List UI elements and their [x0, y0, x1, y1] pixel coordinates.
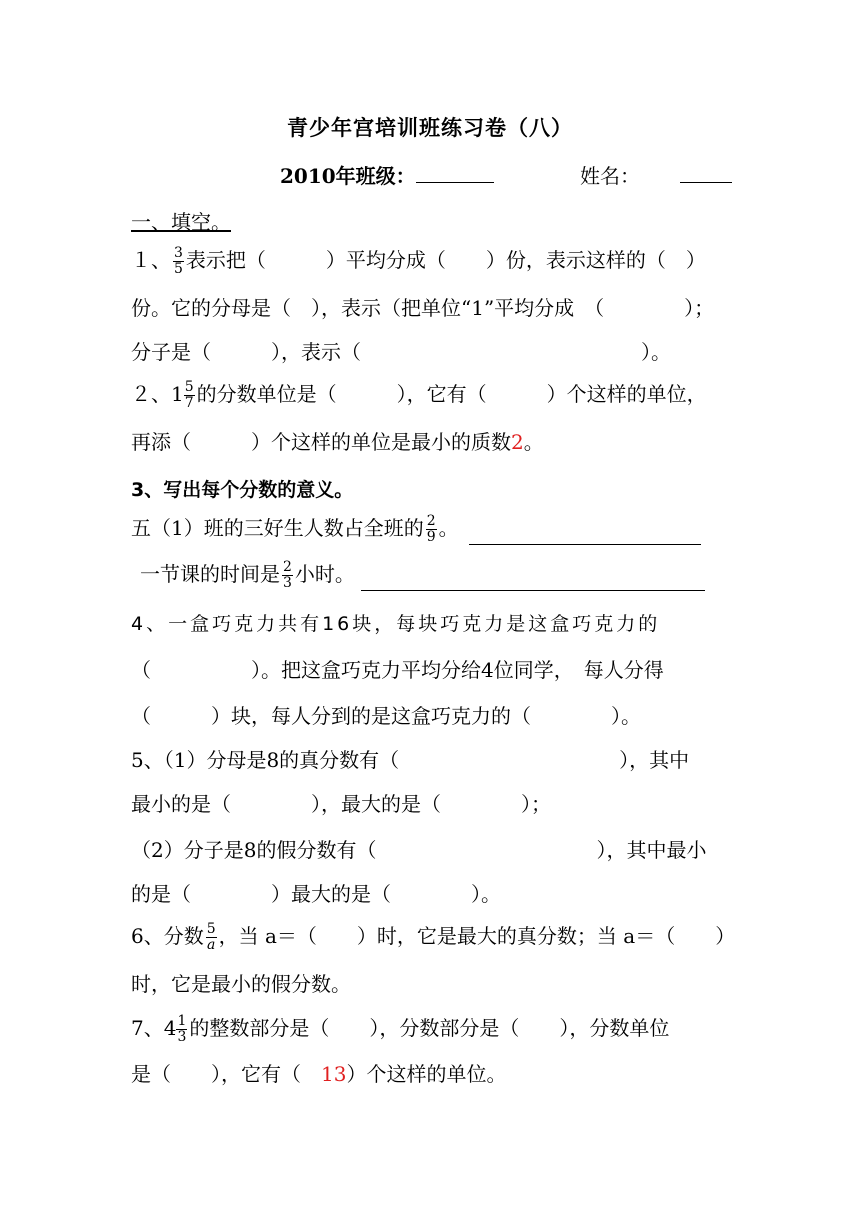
q7-answer: 13 [321, 1062, 347, 1086]
name-field [580, 160, 732, 189]
q3-line-b [140, 560, 740, 591]
q1-frac-den: 5 [174, 261, 183, 277]
q3a-frac-num: 2 [426, 513, 436, 529]
q1-line2: 份。它的分母是（ ），表示（把单位“1”平均分成 （ ）； [131, 296, 715, 320]
q6-line1 [131, 921, 736, 953]
q6-fraction [206, 922, 217, 953]
q1-text1: 表示把（ ）平均分成（ ）份，表示这样的（ ） [185, 248, 706, 272]
q7-text1: 的整数部分是（ ），分数部分是（ ），分数单位 [189, 1016, 670, 1040]
q3-line-a [131, 514, 731, 545]
q4-line1: 4、一盒巧克力共有16块，每块巧克力是这盒巧克力的 [131, 613, 661, 635]
q7-line2 [131, 1060, 731, 1088]
q3a-end: 。 [438, 516, 459, 540]
q3a-frac-den: 9 [426, 529, 436, 545]
q7-frac-num: 1 [177, 1013, 187, 1029]
q7-line1 [131, 1014, 731, 1045]
q3a-text: 五（1）班的三好生人数占全班的 [131, 516, 424, 540]
q5-line3: （2）分子是8的假分数有（ ），其中最小 [131, 838, 707, 862]
q3b-frac-den: 3 [283, 575, 292, 591]
q6-line2: 时，它是最小的假分数。 [131, 972, 351, 996]
q2-frac-num: 5 [184, 379, 194, 395]
q3b-text: 一节课的时间是 [140, 562, 280, 586]
q3a-fraction [426, 514, 437, 545]
q6-frac-den: a [207, 937, 216, 953]
section-heading: 一、填空。 [131, 210, 231, 234]
q1-frac-num: 3 [174, 245, 183, 261]
q4-line3: （ ）块，每人分到的是这盒巧克力的（ ）。 [131, 704, 641, 728]
q1-line1 [131, 246, 731, 277]
q2-text1: 的分数单位是（ ），它有（ ）个这样的单位， [196, 382, 707, 406]
q2-text2a: 再添（ ）个这样的单位是最小的质数 [131, 430, 511, 454]
q5-line2: 最小的是（ ），最大的是（ ）； [131, 792, 551, 816]
q1-fraction [173, 246, 184, 277]
q6-text1: ，当 a＝（ ）时，它是最大的真分数；当 a＝（ ） [218, 924, 736, 948]
q3-title: 3、写出每个分数的意义。 [131, 479, 354, 501]
q7-pre: 7、4 [131, 1016, 177, 1040]
q1-line3: 分子是（ ），表示（ ）。 [131, 340, 671, 364]
q3b-fraction [282, 560, 293, 591]
q3b-end: 小时。 [294, 562, 355, 586]
year-class-label: 2010年班级： [280, 164, 416, 188]
name-label: 姓名： [580, 164, 640, 188]
year-class-field [280, 160, 494, 189]
q2-line2 [131, 428, 731, 456]
q7-text2a: 是（ ），它有（ [131, 1062, 321, 1086]
q3b-answer-line[interactable] [361, 568, 705, 591]
q5-line4: 的是（ ）最大的是（ ）。 [131, 882, 501, 906]
q6-frac-num: 5 [206, 921, 216, 937]
q2-answer: 2 [511, 430, 524, 454]
q2-line1 [131, 380, 731, 411]
q5-line1: 5、（1）分母是8的真分数有（ ），其中 [131, 748, 690, 772]
class-blank[interactable] [416, 162, 494, 183]
q3a-answer-line[interactable] [469, 522, 701, 545]
page-title: 青少年宫培训班练习卷（八） [287, 115, 573, 140]
q2-prefix: ２、1 [131, 382, 184, 406]
q6-pre: 6、分数 [131, 924, 204, 948]
q4-line2: （ ）。把这盒巧克力平均分给4位同学， 每人分得 [131, 658, 664, 682]
q1-prefix: １、 [131, 248, 171, 272]
q3b-frac-num: 2 [283, 559, 292, 575]
q7-fraction [176, 1014, 187, 1045]
q2-frac-den: 7 [184, 395, 194, 411]
name-blank[interactable] [680, 162, 732, 183]
q7-frac-den: 3 [177, 1029, 187, 1045]
q7-text2b: ）个这样的单位。 [346, 1062, 507, 1086]
q2-fraction [184, 380, 195, 411]
q2-text2b: 。 [523, 430, 544, 454]
